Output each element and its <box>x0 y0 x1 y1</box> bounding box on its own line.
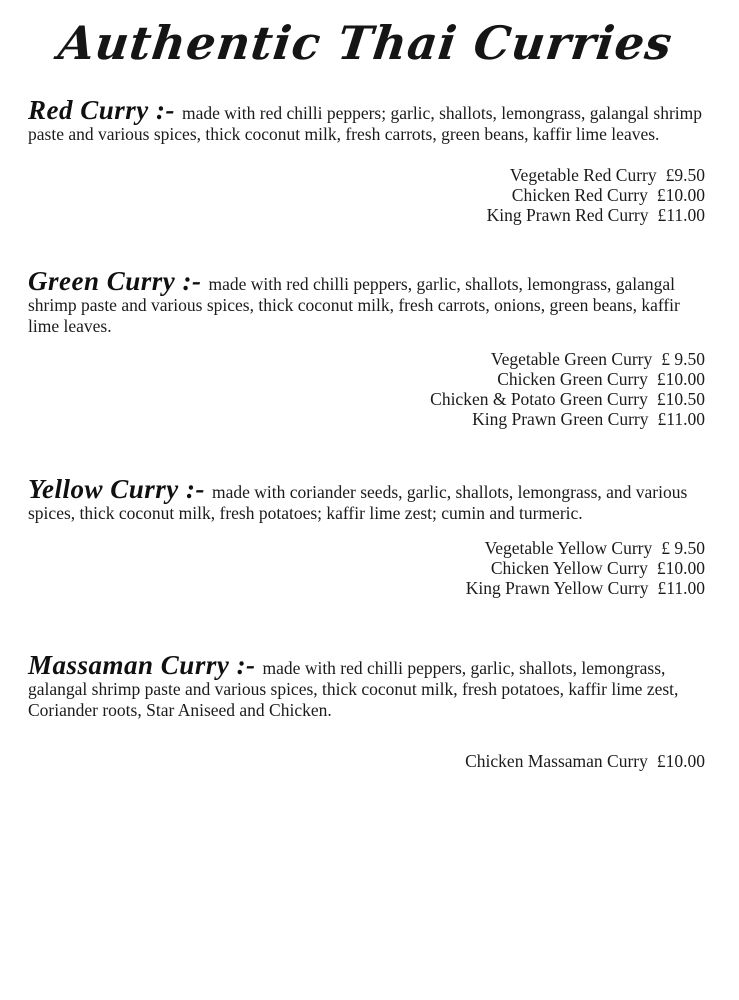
massaman-curry-price-list <box>28 751 705 771</box>
red-curry-description: made with red chilli peppers; garlic, shallots, lemongrass, galangal shrimp paste and various spices, thick coconut milk, fresh carrots, green beans, kaffir lime leaves. <box>28 103 703 144</box>
green-curry-description: made with red chilli peppers, garlic, shallots, lemongrass, galangal shrimp paste and various spices, thick coconut milk, fresh carrots, onions, green beans, kaffir lime leaves. <box>28 274 680 336</box>
section-massaman-curry <box>28 650 705 771</box>
massaman-curry-description: made with red chilli peppers, garlic, shallots, lemongrass, galangal shrimp paste and various spices, thick coconut milk, fresh potatoes, kaffir lime zest, Coriander roots, Star Aniseed and Chicken. <box>28 658 679 720</box>
green-curry-paragraph <box>28 266 705 337</box>
section-green-curry <box>28 266 705 429</box>
item-label: Chicken Yellow Curry <box>490 558 648 578</box>
item-label: Vegetable Yellow Curry <box>484 538 653 558</box>
item-price: £11.00 <box>657 578 705 598</box>
item-price: £11.00 <box>657 409 705 429</box>
menu-item-row <box>28 349 705 369</box>
menu-item-row <box>28 409 705 429</box>
menu-item-row <box>28 578 705 598</box>
item-label: Vegetable Green Curry <box>490 349 653 369</box>
item-label: Chicken Red Curry <box>511 185 648 205</box>
item-price: £10.00 <box>656 751 705 771</box>
massaman-curry-paragraph <box>28 650 705 721</box>
item-price: £10.00 <box>656 369 705 389</box>
massaman-curry-heading: Massaman Curry :- <box>28 650 256 680</box>
menu-item-row <box>28 165 705 185</box>
yellow-curry-paragraph <box>28 474 705 524</box>
item-price: £11.00 <box>657 205 705 225</box>
green-curry-heading: Green Curry :- <box>28 266 202 296</box>
item-label: King Prawn Green Curry <box>472 409 649 429</box>
item-price: £10.00 <box>656 558 705 578</box>
menu-item-row <box>28 185 705 205</box>
red-curry-price-list <box>28 165 705 225</box>
yellow-curry-description: made with coriander seeds, garlic, shallots, lemongrass, and various spices, thick coconut milk, fresh potatoes; kaffir lime zest; cumin and turmeric. <box>28 482 688 523</box>
red-curry-heading: Red Curry :- <box>28 95 175 125</box>
item-label: Chicken Green Curry <box>497 369 648 389</box>
menu-item-row <box>28 558 705 578</box>
item-price: £ 9.50 <box>661 538 705 558</box>
page-title: Authentic Thai Curries <box>55 16 676 70</box>
menu-item-row <box>28 205 705 225</box>
section-red-curry <box>28 95 705 225</box>
item-label: Chicken Massaman Curry <box>465 751 648 771</box>
menu-item-row <box>28 751 705 771</box>
item-price: £ 9.50 <box>661 349 705 369</box>
green-curry-price-list <box>28 349 705 429</box>
item-label: Vegetable Red Curry <box>509 165 657 185</box>
item-label: Chicken & Potato Green Curry <box>430 389 648 409</box>
menu-item-row <box>28 389 705 409</box>
menu-item-row <box>28 369 705 389</box>
item-price: £10.50 <box>656 389 705 409</box>
yellow-curry-heading: Yellow Curry :- <box>28 474 206 504</box>
yellow-curry-price-list <box>28 538 705 598</box>
item-price: £10.00 <box>656 185 705 205</box>
item-label: King Prawn Red Curry <box>486 205 649 225</box>
section-yellow-curry <box>28 474 705 598</box>
item-label: King Prawn Yellow Curry <box>465 578 649 598</box>
item-price: £9.50 <box>665 165 705 185</box>
menu-item-row <box>28 538 705 558</box>
red-curry-paragraph <box>28 95 705 145</box>
